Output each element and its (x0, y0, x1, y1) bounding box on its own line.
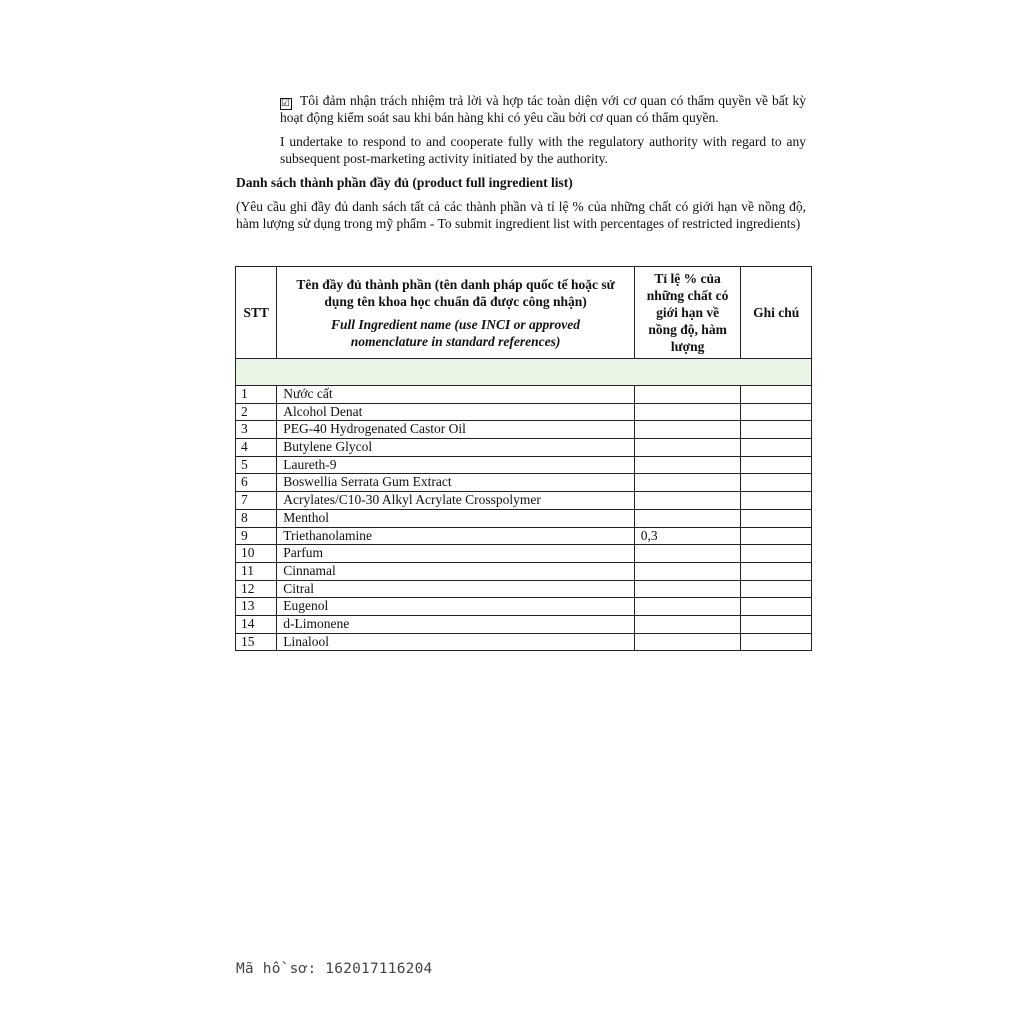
cell-stt: 7 (236, 492, 277, 510)
cell-percent: 0,3 (634, 527, 741, 545)
cell-percent (634, 545, 741, 563)
cell-note (741, 509, 812, 527)
table-row (236, 598, 812, 616)
cell-ingredient: Boswellia Serrata Gum Extract (277, 474, 634, 492)
cell-ingredient: Menthol (277, 509, 634, 527)
cell-note (741, 421, 812, 439)
table-row (236, 509, 812, 527)
table-row (236, 545, 812, 563)
cell-percent (634, 562, 741, 580)
cell-stt: 8 (236, 509, 277, 527)
cell-stt: 6 (236, 474, 277, 492)
header-name-vi: Tên đầy đủ thành phần (tên danh pháp quốc tế hoặc sử dụng tên khoa học chuẩn đã được công nhận) (296, 276, 615, 309)
table-header-row (236, 267, 812, 359)
cell-stt: 5 (236, 456, 277, 474)
cell-note (741, 439, 812, 457)
cell-note (741, 527, 812, 545)
table-row (236, 421, 812, 439)
cell-percent (634, 456, 741, 474)
table-row (236, 492, 812, 510)
cell-percent (634, 386, 741, 404)
cell-ingredient: Butylene Glycol (277, 439, 634, 457)
cell-stt: 10 (236, 545, 277, 563)
cell-note (741, 403, 812, 421)
cell-note (741, 598, 812, 616)
commitment-paragraph-vi (280, 93, 806, 127)
cell-percent (634, 509, 741, 527)
cell-stt: 15 (236, 633, 277, 651)
cell-note (741, 492, 812, 510)
cell-ingredient: Triethanolamine (277, 527, 634, 545)
cell-percent (634, 439, 741, 457)
table-row (236, 403, 812, 421)
cell-percent (634, 580, 741, 598)
table-row (236, 474, 812, 492)
cell-stt: 11 (236, 562, 277, 580)
section-note: (Yêu cầu ghi đầy đủ danh sách tất cả các thành phần và tỉ lệ % của những chất có giới hạn về nồng độ, hàm lượng sử dụng trong mỹ phẩm - To submit ingredient list with percentages of restricted ingredients) (236, 199, 806, 231)
cell-percent (634, 403, 741, 421)
header-percent (634, 267, 741, 359)
table-row (236, 456, 812, 474)
table-row (236, 633, 812, 651)
cell-stt: 3 (236, 421, 277, 439)
cell-percent (634, 421, 741, 439)
header-note: Ghi chú (741, 267, 812, 359)
cell-percent (634, 633, 741, 651)
cell-ingredient: Nước cất (277, 386, 634, 404)
cell-note (741, 633, 812, 651)
band-cell (236, 359, 812, 386)
cell-ingredient: Parfum (277, 545, 634, 563)
cell-stt: 12 (236, 580, 277, 598)
table-row (236, 580, 812, 598)
cell-note (741, 386, 812, 404)
document-code: Mã hồ sơ: 162017116204 (236, 961, 433, 977)
cell-ingredient: PEG-40 Hydrogenated Castor Oil (277, 421, 634, 439)
cell-ingredient: Cinnamal (277, 562, 634, 580)
commitment-paragraph-en: I undertake to respond to and cooperate fully with the regulatory authority with regard to any subsequent post-marketing activity initiated by the authority. (280, 134, 806, 166)
cell-stt: 1 (236, 386, 277, 404)
cell-note (741, 474, 812, 492)
cell-percent (634, 598, 741, 616)
cell-ingredient: d-Limonene (277, 615, 634, 633)
cell-percent (634, 474, 741, 492)
cell-note (741, 562, 812, 580)
table-row (236, 527, 812, 545)
cell-stt: 14 (236, 615, 277, 633)
table-row (236, 386, 812, 404)
table-band-row (236, 359, 812, 386)
cell-stt: 4 (236, 439, 277, 457)
cell-ingredient: Eugenol (277, 598, 634, 616)
cell-note (741, 545, 812, 563)
checkbox-checked-icon: ☑ (280, 98, 292, 110)
cell-stt: 13 (236, 598, 277, 616)
cell-note (741, 615, 812, 633)
table-row (236, 562, 812, 580)
header-percent-text: Tỉ lệ % của những chất có giới hạn về nồng độ, hàm lượng (646, 271, 729, 354)
cell-percent (634, 615, 741, 633)
cell-ingredient: Alcohol Denat (277, 403, 634, 421)
cell-note (741, 456, 812, 474)
commitment-vi-text: Tôi đảm nhận trách nhiệm trả lời và hợp tác toàn diện với cơ quan có thẩm quyền về bất kỳ hoạt động kiểm soát sau khi bán hàng khi có yêu cầu bởi cơ quan có thẩm quyền. (280, 93, 806, 125)
cell-stt: 2 (236, 403, 277, 421)
header-name-en: Full Ingredient name (use INCI or approved nomenclature in standard references) (331, 316, 581, 349)
cell-ingredient: Acrylates/C10-30 Alkyl Acrylate Crosspolymer (277, 492, 634, 510)
table-row (236, 615, 812, 633)
header-stt: STT (236, 267, 277, 359)
header-ingredient-name (277, 267, 634, 359)
ingredient-table (235, 266, 812, 651)
cell-percent (634, 492, 741, 510)
cell-stt: 9 (236, 527, 277, 545)
section-heading: Danh sách thành phần đầy đủ (product full ingredient list) (236, 175, 573, 190)
table-row (236, 439, 812, 457)
cell-ingredient: Linalool (277, 633, 634, 651)
cell-ingredient: Citral (277, 580, 634, 598)
cell-note (741, 580, 812, 598)
cell-ingredient: Laureth-9 (277, 456, 634, 474)
